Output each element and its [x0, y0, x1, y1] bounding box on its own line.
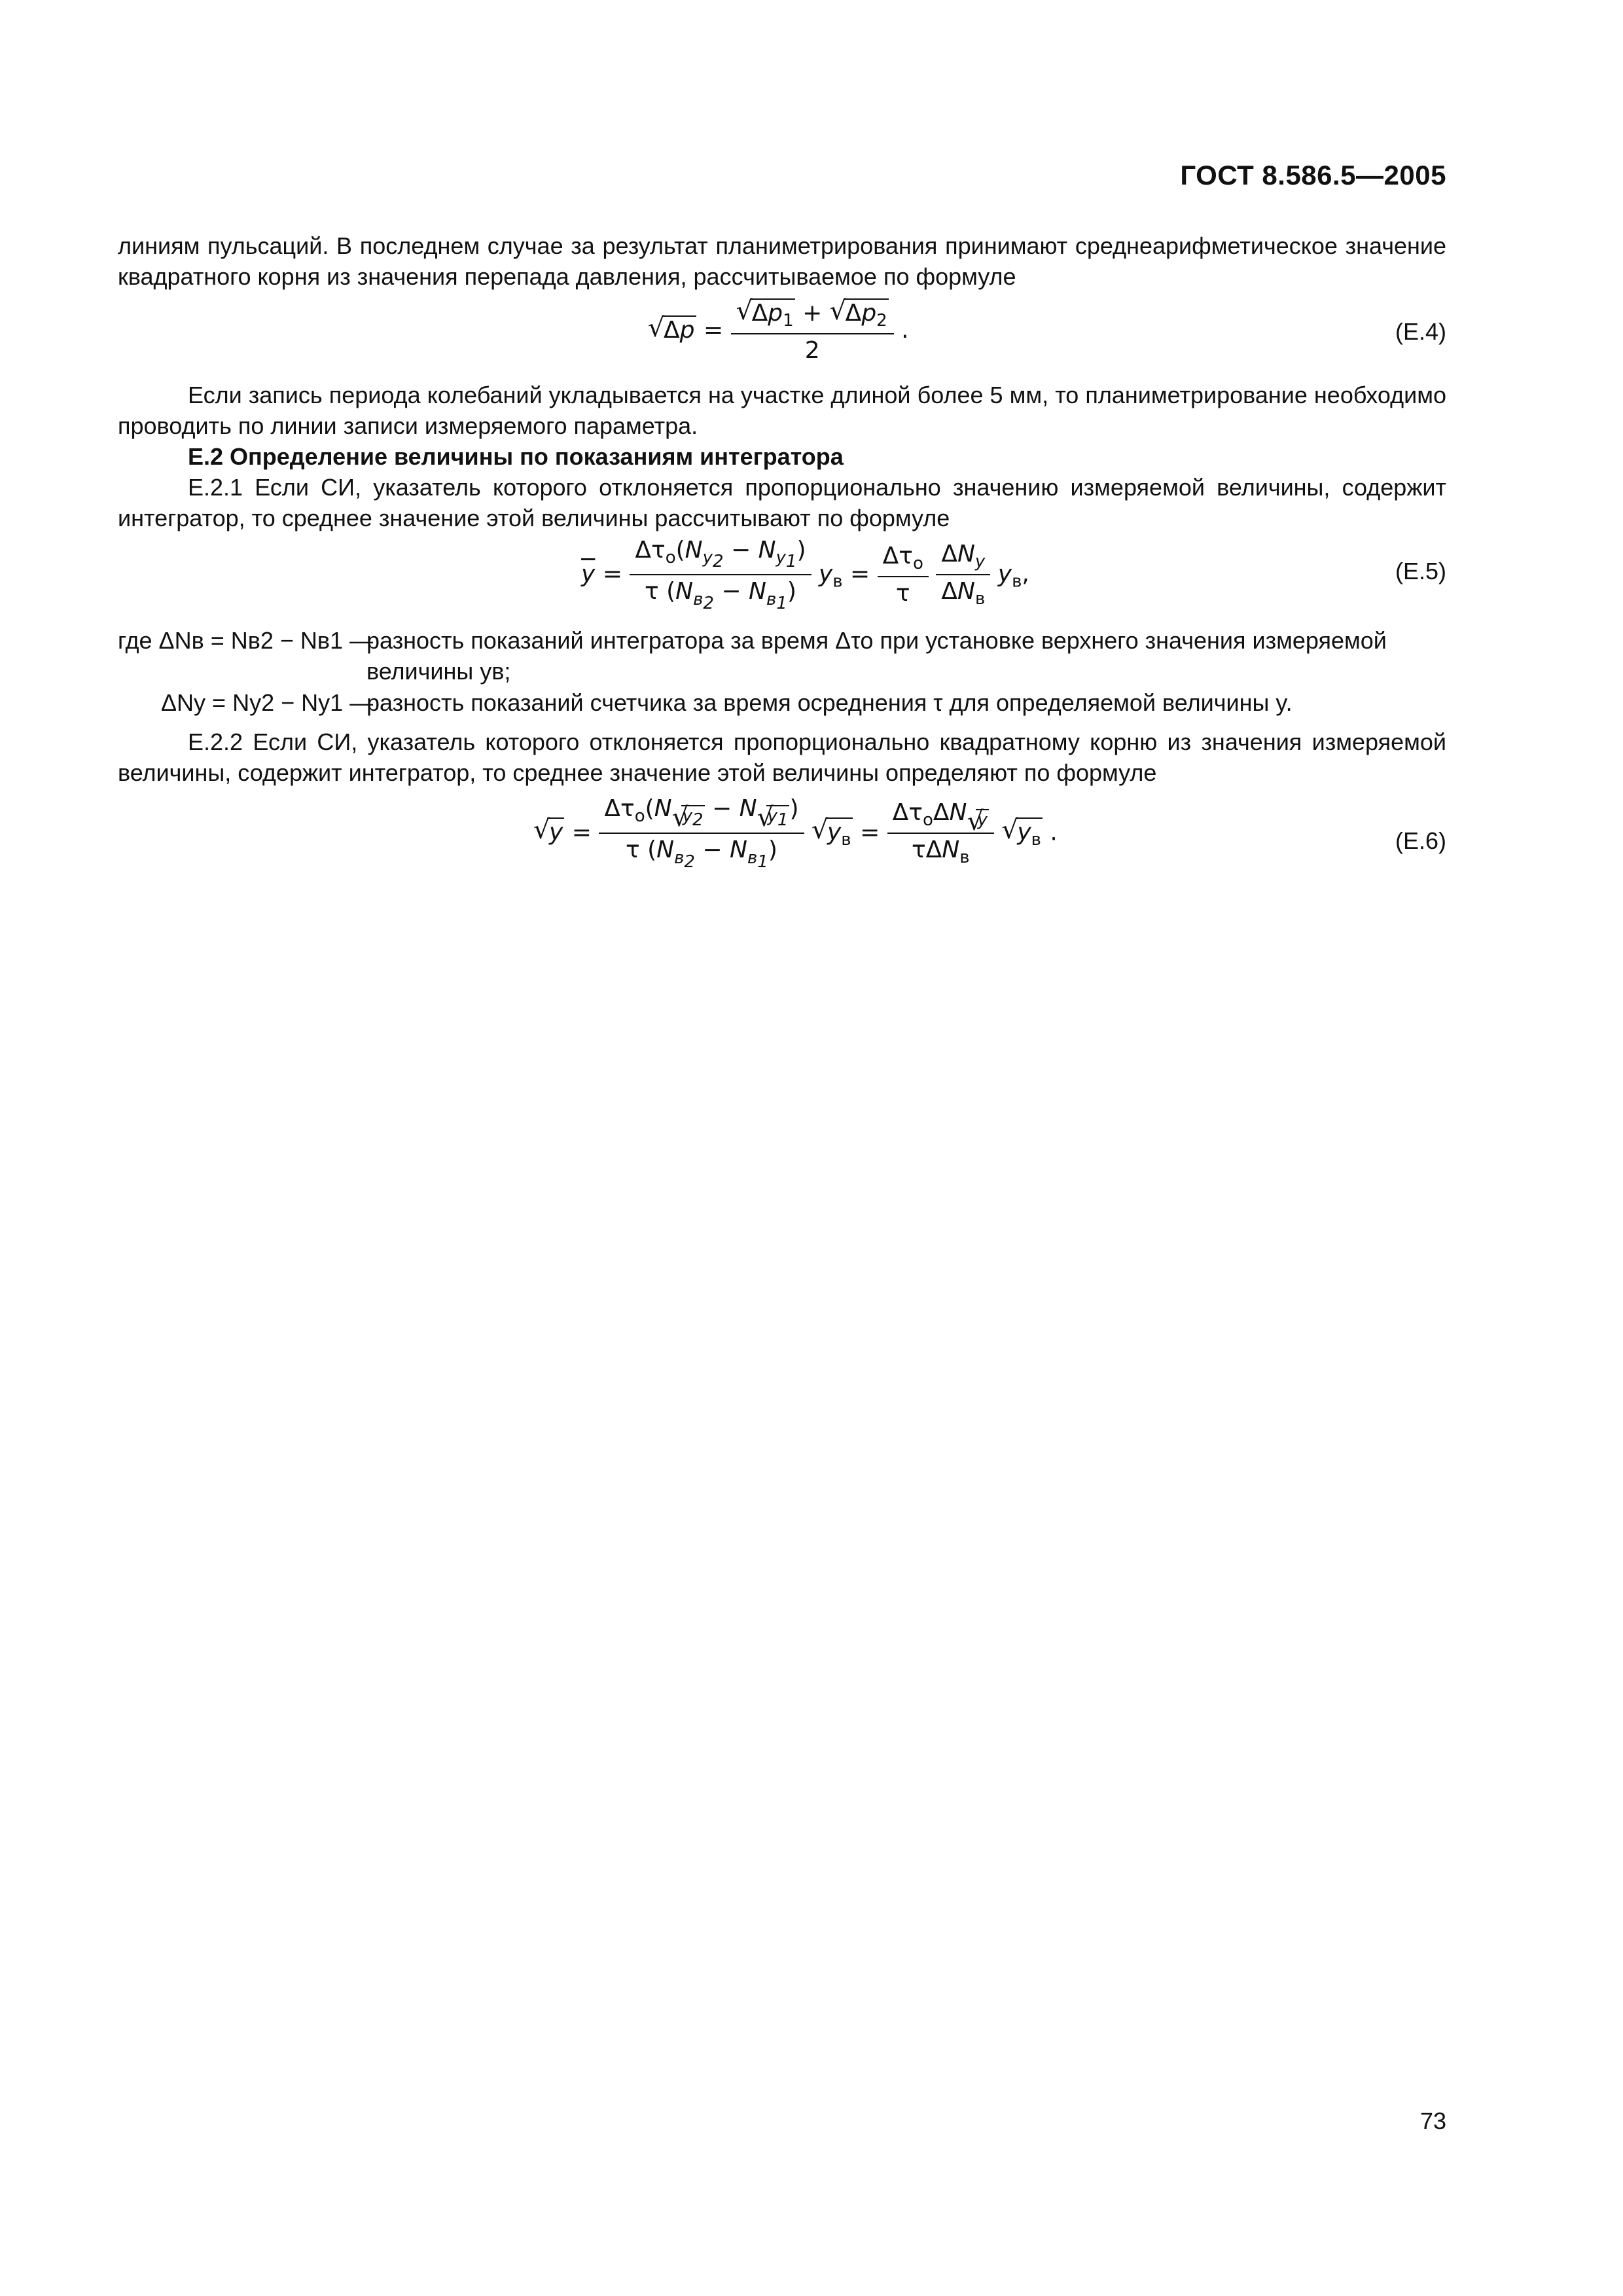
page-number: 73: [1419, 2108, 1446, 2134]
where-left-1: где ΔNв = Nв2 − Nв1 —: [118, 627, 374, 654]
paragraph-intro: линиям пульсаций. В последнем случае за результат планиметрирования принимают среднеарифметическое значение квадратного корня из значения перепада давления, рассчитываемое по формуле: [118, 232, 1446, 290]
where-text-2: разность показаний счетчика за время осреднения τ для определяемой величины y.: [366, 689, 1293, 716]
formula-e5: $\overline{y}$ = $\frac{\Delta\tau_о(N_{y_2} - N_{y_1})}{\tau (N_{в_2} - N_{в_1})}$ $y_в$ = $\frac{\Delta\tau_о}{\tau}$ $\frac{\Delta N_y}{\Delta N_в}$ $y_в$,: [581, 537, 1029, 613]
equation-number-e4: (Е.4): [1395, 318, 1446, 345]
standard-code: ГОСТ 8.586.5—2005: [1180, 160, 1446, 190]
section-heading-e2: Е.2 Определение величины по показаниям интегратора: [188, 443, 844, 470]
equation-number-e6: (Е.6): [1395, 827, 1446, 854]
where-left-2: ΔNy = Ny2 − Ny1 —: [161, 689, 374, 716]
paragraph-recording: Если запись периода колебаний укладывается на участке длиной более 5 мм, то планиметрирование необходимо проводить по линии записи измеряемого параметра.: [118, 382, 1446, 439]
equation-number-e5: (Е.5): [1395, 558, 1446, 584]
where-text-1: разность показаний интегратора за время Δτо при установке верхнего значения измеряемой величины yв;: [366, 627, 1387, 685]
formula-e4: √ Δp = √ $\frac{\Delta p_1 + √ \Delta p_2}{2}$ .: [648, 298, 909, 364]
formula-e6: √ y = $\frac{\Delta\tau_о(N √ _{y_2} - N √ _{y_1})}{\tau (N_{в_2} - N_{в_1})}$ √ $y_в$ = $\frac{\Delta\tau_о\Delta N √ _y}{\tau\Delta N_в}$ √ $y_в$ .: [533, 795, 1058, 872]
paragraph-e21: Е.2.1 Если СИ, указатель которого отклоняется пропорционально значению измеряемой величины, содержит интегратор, то среднее значение этой величины рассчитывают по формуле: [118, 474, 1446, 531]
paragraph-e22: Е.2.2 Если СИ, указатель которого отклоняется пропорционально квадратному корню из значения измеряемой величины, содержит интегратор, то среднее значение этой величины определяют по формуле: [118, 728, 1446, 786]
